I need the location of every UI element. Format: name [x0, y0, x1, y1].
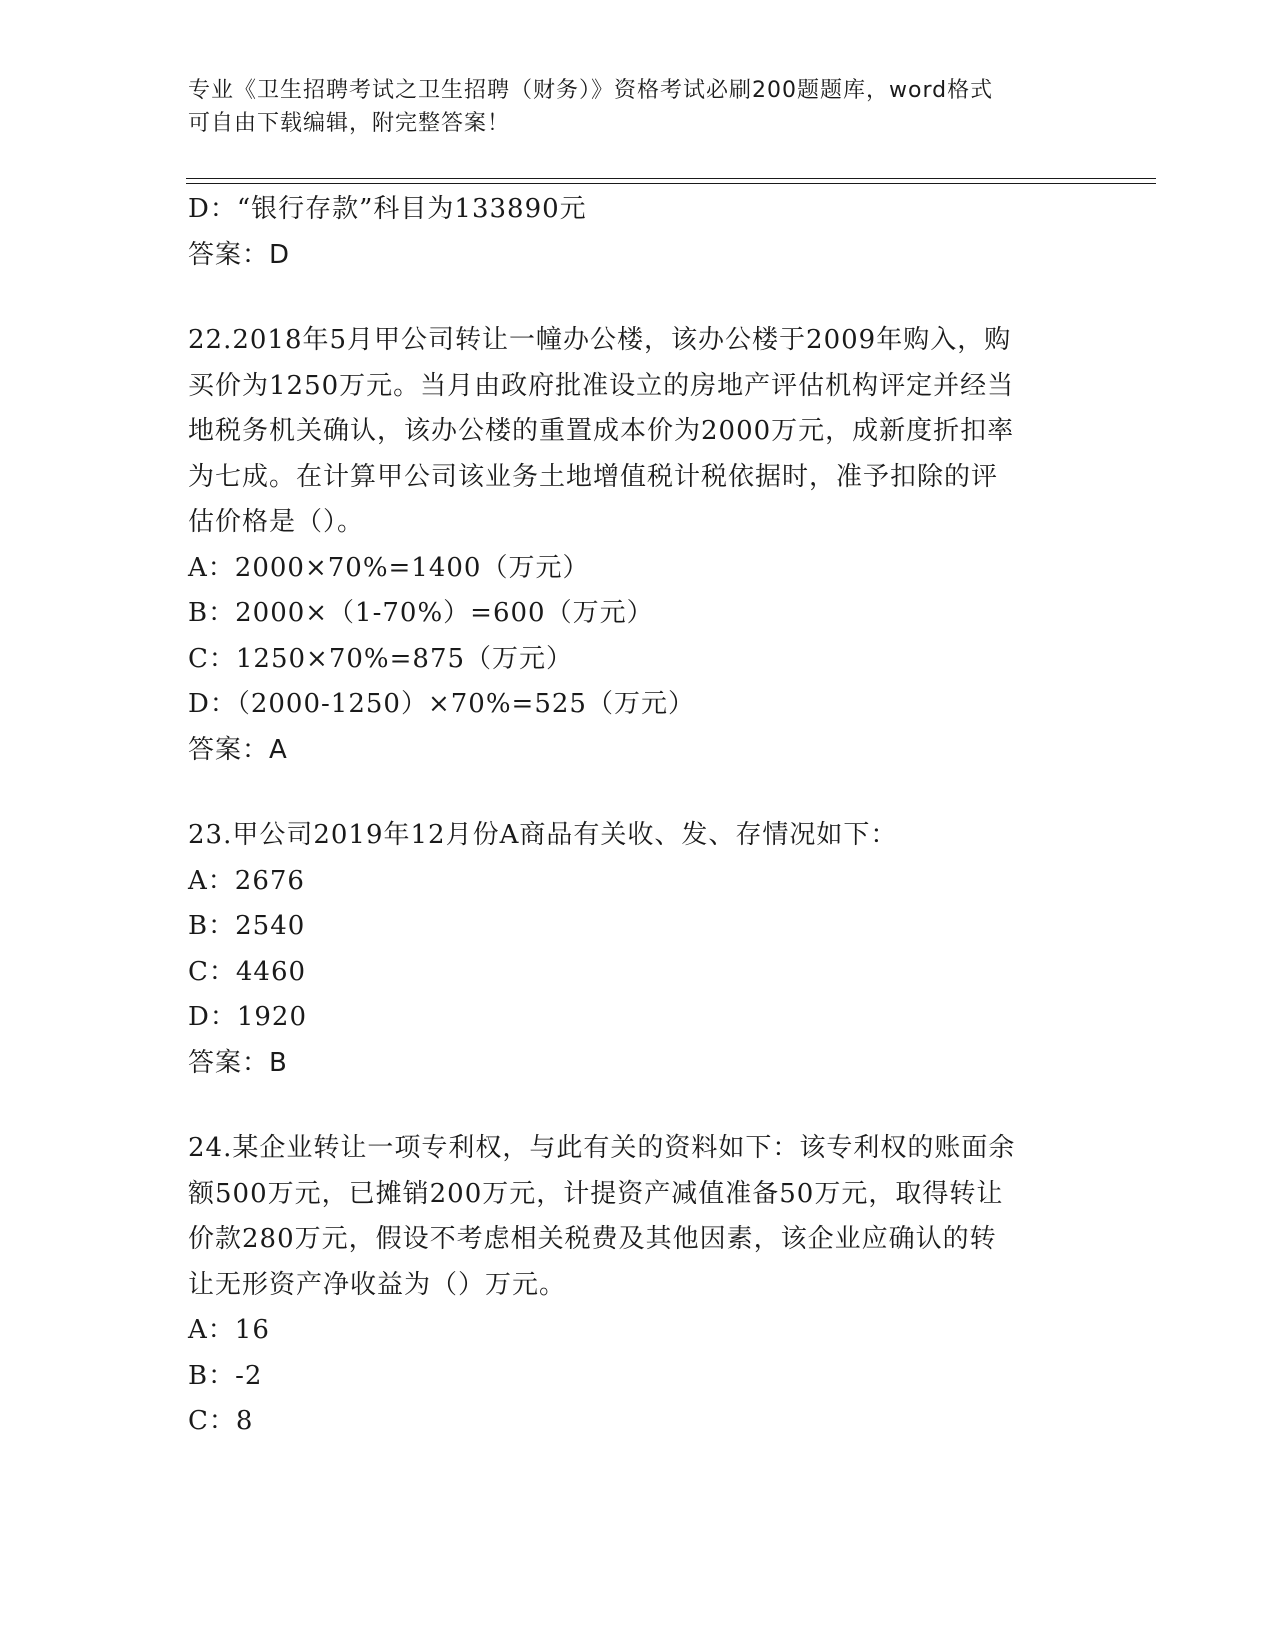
- answer-line: 答案：D: [188, 239, 291, 270]
- question-stem-line: 额500万元，已摊销200万元，计提资产减值准备50万元，取得转让: [188, 1178, 1004, 1209]
- question-stem-line: 让无形资产净收益为（）万元。: [188, 1269, 567, 1300]
- option-d: D：“银行存款”科目为133890元: [188, 194, 587, 224]
- question-stem-line: 估价格是（）。: [188, 507, 365, 537]
- option-b: B：2000×（1-70%）=600（万元）: [188, 598, 654, 628]
- option-c: C：4460: [188, 956, 307, 987]
- header-divider-top: [186, 178, 1156, 179]
- question-stem-line: 22.2018年5月甲公司转让一幢办公楼，该办公楼于2009年购入，购: [188, 325, 1012, 355]
- question-24: [188, 1126, 1088, 1445]
- option-a: A：16: [188, 1315, 270, 1345]
- question-stem-line: 价款280万元，假设不考虑相关税费及其他因素，该企业应确认的转: [188, 1224, 997, 1254]
- option-d: D：（2000-1250）×70%=525（万元）: [188, 689, 695, 719]
- document-body: [188, 187, 1088, 1445]
- option-b: B：2540: [188, 911, 306, 941]
- option-a: A：2000×70%=1400（万元）: [188, 552, 590, 583]
- answer-line: 答案：B: [188, 1047, 288, 1078]
- option-a: A：2676: [188, 865, 305, 896]
- question-stem-line: 买价为1250万元。当月由政府批准设立的房地产评估机构评定并经当: [188, 370, 1015, 401]
- option-b: B：-2: [188, 1360, 263, 1391]
- header-title-line-2: 可自由下载编辑，附完整答案！: [188, 111, 511, 136]
- option-d: D：1920: [188, 1002, 308, 1032]
- option-c: C：1250×70%=875（万元）: [188, 643, 574, 674]
- document-header: [188, 74, 1088, 140]
- header-divider-bottom: [186, 183, 1156, 184]
- question-stem-line: 23.甲公司2019年12月份A商品有关收、发、存情况如下：: [188, 820, 898, 850]
- answer-line: 答案：A: [188, 734, 288, 765]
- question-stem-line: 地税务机关确认，该办公楼的重置成本价为2000万元，成新度折扣率: [188, 416, 1015, 446]
- option-c: C：8: [188, 1406, 254, 1436]
- question-stem-line: 为七成。在计算甲公司该业务土地增值税计税依据时，准予扣除的评: [188, 461, 999, 492]
- question-22: [188, 318, 1088, 773]
- header-title-line-1: 专业《卫生招聘考试之卫生招聘（财务）》资格考试必刷200题题库，word格式: [188, 78, 994, 103]
- previous-question-tail: [188, 187, 1088, 278]
- question-23: [188, 813, 1088, 1086]
- question-stem-line: 24.某企业转让一项专利权，与此有关的资料如下：该专利权的账面余: [188, 1133, 1016, 1163]
